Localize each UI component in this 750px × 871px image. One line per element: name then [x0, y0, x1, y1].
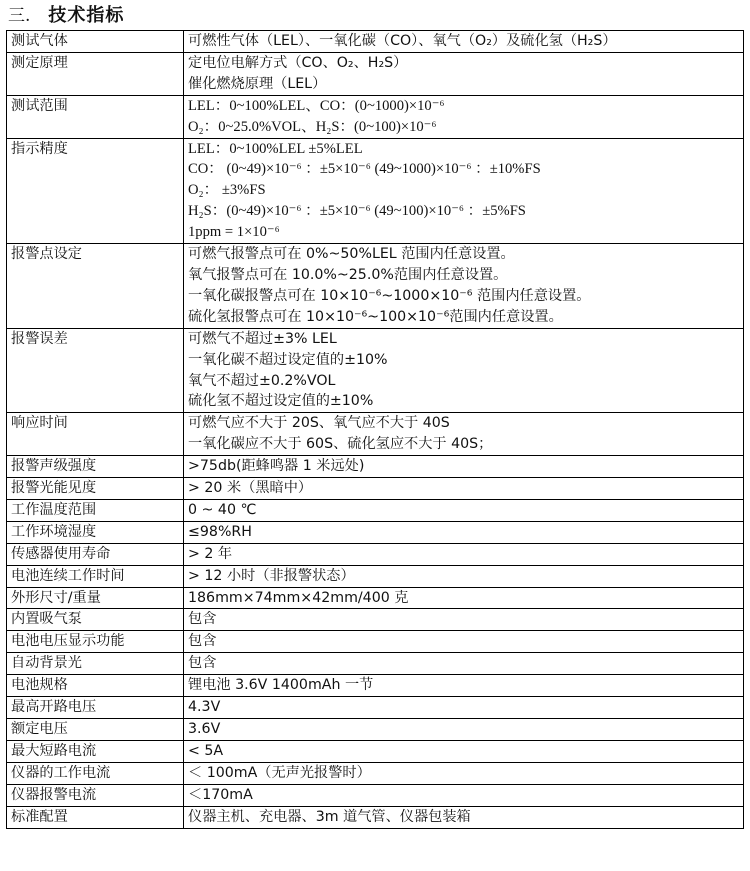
spec-value-line: 一氧化碳应不大于 60S、硫化氢应不大于 40S； — [188, 436, 493, 453]
spec-value-line: H₂S：(0~49)×10⁻⁶ ：±5×10⁻⁶ (49~100)×10⁻⁶ ：±5%FS — [188, 203, 526, 220]
spec-value-cell — [184, 31, 744, 53]
spec-value-line: 可燃性气体（LEL）、一氧化碳（CO）、氧气（O₂）及硫化氢（H₂S） — [188, 33, 617, 49]
spec-label: 测试范围 — [7, 95, 184, 138]
spec-value-line: 1ppm = 1×10⁻⁶ — [188, 224, 280, 241]
spec-value-line: 186mm×74mm×42mm/400 克 — [188, 589, 409, 606]
spec-value-line: LEL：0~100%LEL ±5%LEL — [188, 140, 363, 157]
spec-label: 仪器报警电流 — [7, 784, 184, 806]
spec-row — [7, 456, 744, 478]
spec-value-line: 硫化氢不超过设定值的±10% — [188, 393, 374, 410]
spec-value-cell — [184, 95, 744, 138]
spec-value-cell — [184, 675, 744, 697]
spec-value-line: ＜ 100mA（无声光报警时） — [188, 764, 371, 781]
spec-label: 内置吸气泵 — [7, 609, 184, 631]
spec-label: 电池连续工作时间 — [7, 565, 184, 587]
spec-value-line: 0 ~ 40 ℃ — [188, 501, 257, 518]
spec-label: 最高开路电压 — [7, 697, 184, 719]
spec-value-cell — [184, 609, 744, 631]
spec-row — [7, 543, 744, 565]
spec-label: 报警光能见度 — [7, 478, 184, 500]
spec-value-line: 仪器主机、充电器、3m 道气管、仪器包装箱 — [188, 808, 471, 825]
spec-value-cell — [184, 456, 744, 478]
spec-value-cell — [184, 697, 744, 719]
spec-value-line: O₂：0~25.0%VOL、H₂S：(0~100)×10⁻⁶ — [188, 118, 437, 135]
spec-value-line: > 12 小时（非报警状态） — [188, 567, 355, 584]
spec-value-line: 可燃气应不大于 20S、氧气应不大于 40S — [188, 415, 450, 432]
spec-label: 报警声级强度 — [7, 456, 184, 478]
spec-value-cell — [184, 244, 744, 329]
spec-value-line: ≤98%RH — [188, 523, 252, 540]
spec-value-cell — [184, 138, 744, 244]
spec-row — [7, 653, 744, 675]
spec-label: 工作环境湿度 — [7, 521, 184, 543]
spec-value-cell — [184, 413, 744, 456]
spec-row — [7, 244, 744, 329]
spec-value-line: 定电位电解方式（CO、O₂、H₂S） — [188, 54, 408, 71]
spec-row — [7, 328, 744, 413]
spec-value-line: 一氧化碳报警点可在 10×10⁻⁶~1000×10⁻⁶ 范围内任意设置。 — [188, 287, 591, 304]
spec-value-cell — [184, 806, 744, 828]
spec-value-line: 包含 — [188, 633, 217, 650]
spec-row — [7, 95, 744, 138]
spec-label: 额定电压 — [7, 719, 184, 741]
spec-value-cell — [184, 631, 744, 653]
spec-label: 报警点设定 — [7, 244, 184, 329]
spec-value-cell — [184, 762, 744, 784]
spec-value-line: 包含 — [188, 611, 217, 628]
spec-label: 报警误差 — [7, 328, 184, 413]
spec-value-cell — [184, 565, 744, 587]
spec-label: 测定原理 — [7, 52, 184, 95]
spec-label: 电池电压显示功能 — [7, 631, 184, 653]
spec-value-line: 可燃气不超过±3% LEL — [188, 330, 337, 347]
spec-label: 测试气体 — [7, 31, 184, 53]
spec-row — [7, 499, 744, 521]
spec-value-cell — [184, 499, 744, 521]
spec-row — [7, 478, 744, 500]
spec-row — [7, 762, 744, 784]
spec-row — [7, 806, 744, 828]
spec-value-line: CO： (0~49)×10⁻⁶ ：±5×10⁻⁶ (49~1000)×10⁻⁶ ：±10%FS — [188, 161, 541, 178]
spec-table-body — [7, 31, 744, 829]
section-number: 三. — [8, 6, 31, 26]
spec-value-line: 锂电池 3.6V 1400mAh 一节 — [188, 677, 374, 694]
spec-value-line: 4.3V — [188, 699, 221, 716]
spec-value-cell — [184, 587, 744, 609]
spec-label: 自动背景光 — [7, 653, 184, 675]
spec-label: 标准配置 — [7, 806, 184, 828]
spec-value-line: ＜170mA — [188, 786, 253, 803]
spec-value-line: < 5A — [188, 742, 224, 759]
spec-label: 传感器使用寿命 — [7, 543, 184, 565]
spec-value-cell — [184, 328, 744, 413]
spec-row — [7, 631, 744, 653]
spec-row — [7, 138, 744, 244]
spec-value-cell — [184, 478, 744, 500]
spec-row — [7, 784, 744, 806]
spec-label: 最大短路电流 — [7, 740, 184, 762]
spec-row — [7, 675, 744, 697]
spec-value-line: 硫化氢报警点可在 10×10⁻⁶~100×10⁻⁶范围内任意设置。 — [188, 308, 563, 325]
spec-value-cell — [184, 784, 744, 806]
spec-value-cell — [184, 740, 744, 762]
spec-value-line: 可燃气报警点可在 0%~50%LEL 范围内任意设置。 — [188, 246, 515, 263]
spec-value-line: 3.6V — [188, 721, 221, 737]
spec-row — [7, 31, 744, 53]
spec-value-line: 催化燃烧原理（LEL） — [188, 75, 327, 92]
spec-value-cell — [184, 52, 744, 95]
spec-value-cell — [184, 719, 744, 741]
spec-value-line: 包含 — [188, 655, 217, 672]
spec-value-cell — [184, 521, 744, 543]
section-title: 技术指标 — [48, 5, 125, 26]
spec-row — [7, 413, 744, 456]
spec-value-line: >75db(距蜂鸣器 1 米远处) — [188, 458, 365, 475]
spec-label: 工作温度范围 — [7, 499, 184, 521]
spec-row — [7, 609, 744, 631]
spec-label: 电池规格 — [7, 675, 184, 697]
spec-value-line: 氧气报警点可在 10.0%~25.0%范围内任意设置。 — [188, 266, 508, 283]
spec-value-line: 氧气不超过±0.2%VOL — [188, 372, 336, 389]
spec-row — [7, 521, 744, 543]
spec-row — [7, 565, 744, 587]
spec-value-line: > 20 米（黑暗中） — [188, 480, 313, 497]
spec-value-line: LEL：0~100%LEL、CO：(0~1000)×10⁻⁶ — [188, 97, 445, 114]
spec-table — [6, 30, 744, 829]
spec-row — [7, 697, 744, 719]
spec-label: 响应时间 — [7, 413, 184, 456]
spec-value-cell — [184, 653, 744, 675]
spec-value-line: > 2 年 — [188, 545, 233, 562]
section-heading — [8, 3, 124, 29]
spec-row — [7, 52, 744, 95]
spec-label: 指示精度 — [7, 138, 184, 244]
spec-label: 仪器的工作电流 — [7, 762, 184, 784]
spec-value-cell — [184, 543, 744, 565]
spec-row — [7, 719, 744, 741]
spec-value-line: 一氧化碳不超过设定值的±10% — [188, 351, 388, 368]
spec-label: 外形尺寸/重量 — [7, 587, 184, 609]
spec-value-line: O₂： ±3%FS — [188, 182, 266, 199]
spec-row — [7, 587, 744, 609]
spec-row — [7, 740, 744, 762]
